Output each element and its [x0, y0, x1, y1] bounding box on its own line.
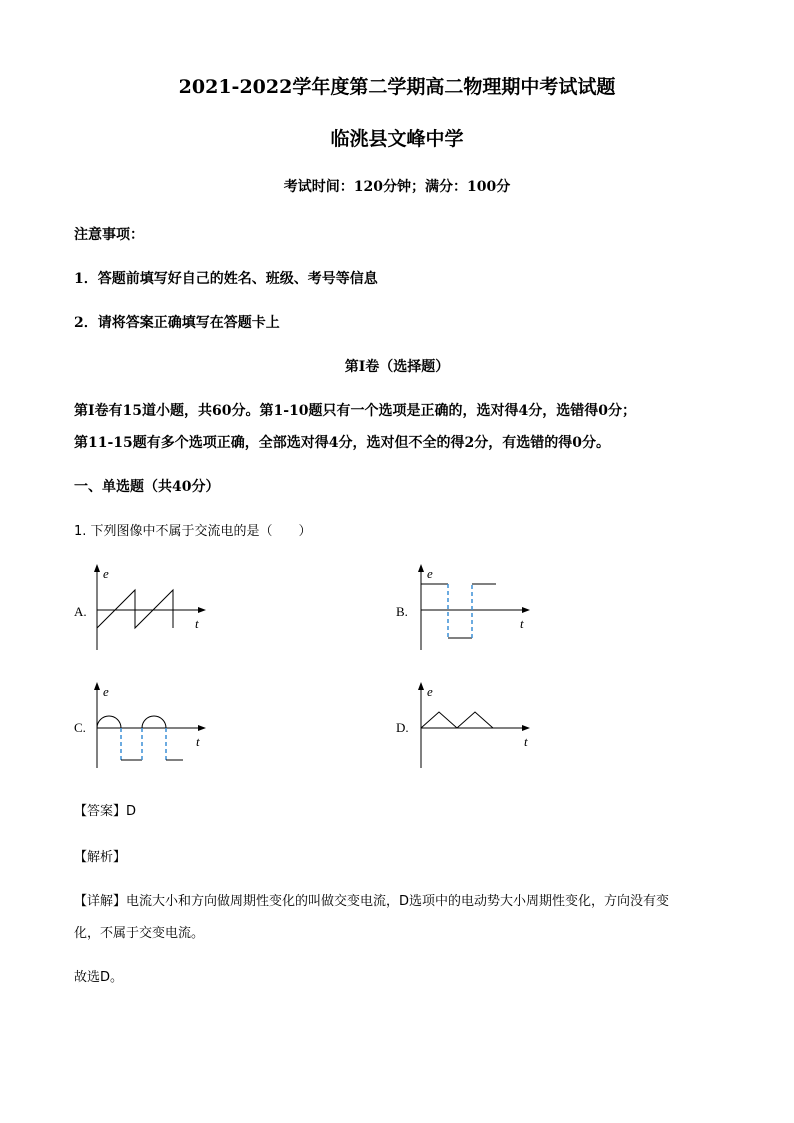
detail-line-1: [74, 890, 669, 909]
question-stem: 1. 下列图像中不属于交流电的是（ ）: [74, 524, 312, 539]
option-c-graph: [88, 680, 216, 772]
option-a-waveform: [97, 590, 173, 628]
option-b-y-arrow: [418, 564, 424, 572]
option-a-y-label: e: [103, 566, 109, 581]
option-c-arc-1: [97, 716, 121, 728]
option-b-x-arrow: [522, 607, 530, 613]
option-c-label: C.: [74, 720, 86, 735]
detail-line-2: 化，不属于交变电流。: [74, 926, 205, 941]
option-c-arc-2: [142, 716, 166, 728]
notice-item-2: 2．请将答案正确填写在答题卡上: [74, 315, 280, 331]
option-b-y-label: e: [427, 566, 433, 581]
exam-title: 2021-2022学年度第二学期高二物理期中考试试题: [178, 76, 616, 98]
school-name: 临洮县文峰中学: [330, 128, 464, 150]
answer-tag: 【答案】: [74, 804, 127, 819]
section-title: 第I卷（选择题）: [344, 359, 450, 375]
conclusion: 故选D。: [74, 970, 124, 985]
answer-line: [74, 800, 136, 819]
option-d-graph: [412, 680, 540, 772]
option-a-y-arrow: [94, 564, 100, 572]
option-a-x-arrow: [198, 607, 206, 613]
option-d-waveform: [421, 712, 493, 728]
option-d-x-arrow: [522, 725, 530, 731]
option-d-label: D.: [396, 720, 409, 735]
option-d-y-arrow: [418, 682, 424, 690]
option-a-label: A.: [74, 604, 87, 619]
option-c-y-arrow: [94, 682, 100, 690]
option-c-x-arrow: [198, 725, 206, 731]
detail-text-1: 电流大小和方向做周期性变化的叫做交变电流，D选项中的电动势大小周期性变化，方向没有变: [126, 894, 670, 909]
section-desc-line-2: 第11-15题有多个选项正确，全部选对得4分，选对但不全的得2分，有选错的得0分。: [74, 435, 610, 451]
answer-value: D: [126, 804, 137, 819]
notice-item-1: 1．答题前填写好自己的姓名、班级、考号等信息: [74, 271, 378, 287]
exam-info: 考试时间：120分钟；满分：100分: [283, 179, 511, 195]
option-a-graph: [88, 562, 228, 654]
section-desc-line-1: 第I卷有15道小题，共60分。第1-10题只有一个选项是正确的，选对得4分，选错得0分；: [74, 403, 637, 419]
notice-heading: 注意事项：: [74, 227, 144, 243]
option-b-graph: [412, 562, 540, 654]
option-c-x-label: t: [196, 734, 200, 749]
option-b-label: B.: [396, 604, 408, 619]
option-a-x-label: t: [195, 616, 199, 631]
option-b-x-label: t: [520, 616, 524, 631]
detail-tag: 【详解】: [74, 894, 127, 909]
analysis-tag: 【解析】: [74, 850, 127, 865]
option-d-x-label: t: [524, 734, 528, 749]
part-title: 一、单选题（共40分）: [74, 479, 220, 495]
option-c-y-label: e: [103, 684, 109, 699]
option-d-y-label: e: [427, 684, 433, 699]
